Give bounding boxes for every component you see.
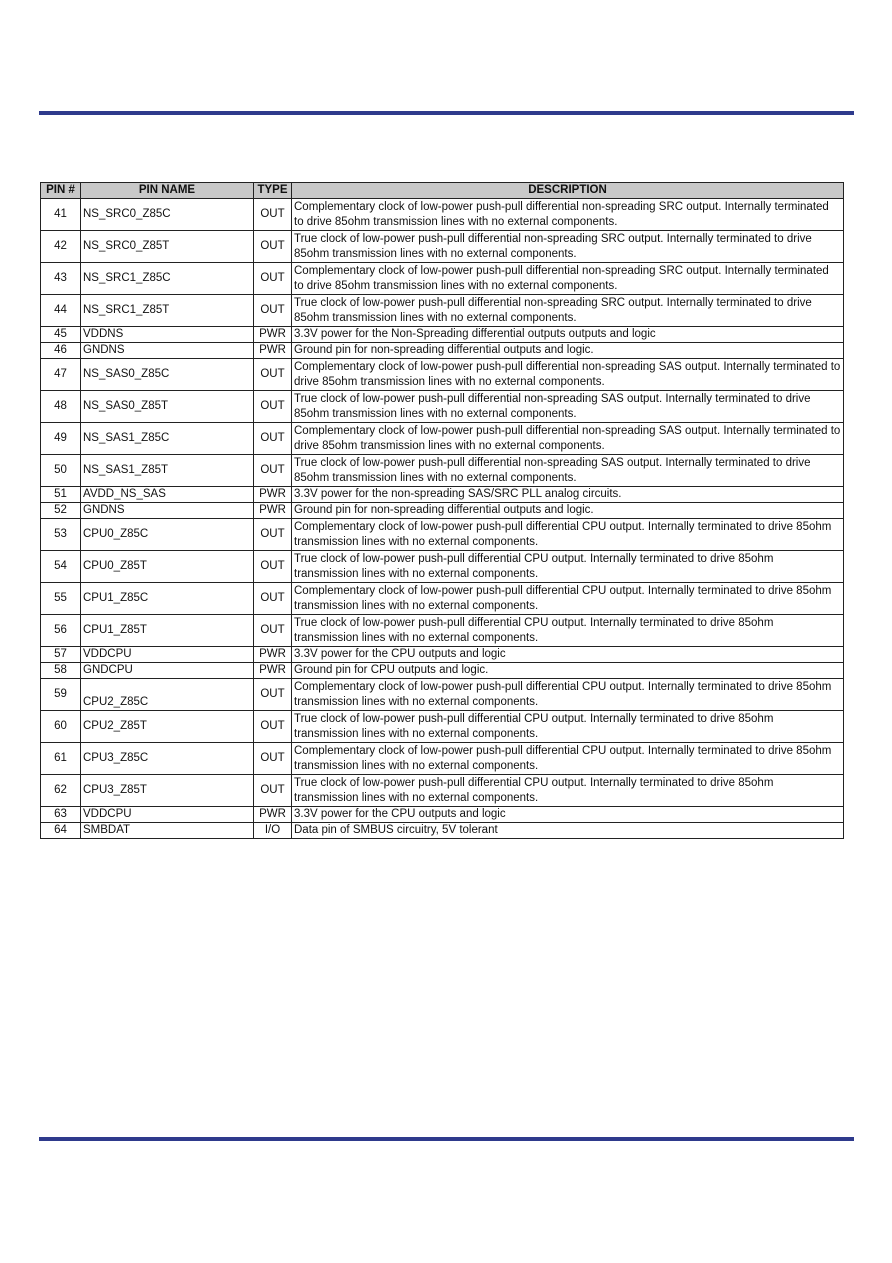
pin-number-cell: 48 (41, 391, 81, 423)
pin-number-cell: 42 (41, 231, 81, 263)
pin-name-cell: CPU2_Z85C (81, 679, 254, 711)
table-row (41, 295, 844, 327)
pin-type-cell: OUT (254, 519, 292, 551)
table-row (41, 487, 844, 503)
pin-type-cell: PWR (254, 327, 292, 343)
pin-number-cell: 63 (41, 807, 81, 823)
table-row (41, 743, 844, 775)
pin-type-cell: OUT (254, 199, 292, 231)
footer-rule (39, 1137, 854, 1141)
pin-name-cell: AVDD_NS_SAS (81, 487, 254, 503)
pin-type-cell: OUT (254, 231, 292, 263)
pin-description-cell: Ground pin for CPU outputs and logic. (292, 663, 844, 679)
pin-description-cell: Complementary clock of low-power push-pull differential CPU output. Internally terminated to drive 85ohm transmission lines with no external components. (292, 679, 844, 711)
pin-description-cell: Data pin of SMBUS circuitry, 5V tolerant (292, 823, 844, 839)
pin-type-cell: PWR (254, 343, 292, 359)
header-type: TYPE (254, 183, 292, 199)
table-row (41, 807, 844, 823)
pin-name-cell: VDDCPU (81, 647, 254, 663)
pin-description-cell: Ground pin for non-spreading differential outputs and logic. (292, 343, 844, 359)
pin-number-cell: 62 (41, 775, 81, 807)
pin-type-cell: OUT (254, 775, 292, 807)
header-pin-name: PIN NAME (81, 183, 254, 199)
pin-description-cell: 3.3V power for the CPU outputs and logic (292, 647, 844, 663)
pin-name-cell: CPU1_Z85T (81, 615, 254, 647)
pin-name-cell: GNDNS (81, 503, 254, 519)
pin-type-cell: OUT (254, 295, 292, 327)
pin-number-cell: 54 (41, 551, 81, 583)
table-row (41, 391, 844, 423)
table-header-row (41, 183, 844, 199)
pin-number-cell: 50 (41, 455, 81, 487)
pin-name-cell: VDDCPU (81, 807, 254, 823)
pin-description-cell: Complementary clock of low-power push-pull differential non-spreading SAS output. Internally terminated to drive 85ohm transmission lines with no external components. (292, 423, 844, 455)
pin-name-cell: NS_SRC1_Z85T (81, 295, 254, 327)
table-row (41, 503, 844, 519)
pin-type-cell: OUT (254, 391, 292, 423)
table-row (41, 343, 844, 359)
pin-description-cell: 3.3V power for the non-spreading SAS/SRC PLL analog circuits. (292, 487, 844, 503)
pin-description-cell: True clock of low-power push-pull differential CPU output. Internally terminated to drive 85ohm transmission lines with no external components. (292, 711, 844, 743)
pin-number-cell: 51 (41, 487, 81, 503)
pin-name-cell: GNDCPU (81, 663, 254, 679)
pin-description-cell: True clock of low-power push-pull differential non-spreading SAS output. Internally terminated to drive 85ohm transmission lines with no external components. (292, 455, 844, 487)
table-row (41, 263, 844, 295)
pin-description-cell: Complementary clock of low-power push-pull differential non-spreading SRC output. Internally terminated to drive 85ohm transmission lines with no external components. (292, 199, 844, 231)
pin-number-cell: 52 (41, 503, 81, 519)
pin-name-cell: CPU3_Z85C (81, 743, 254, 775)
pin-description-cell: True clock of low-power push-pull differential CPU output. Internally terminated to drive 85ohm transmission lines with no external components. (292, 551, 844, 583)
pin-description-cell: Complementary clock of low-power push-pull differential non-spreading SAS output. Internally terminated to drive 85ohm transmission lines with no external components. (292, 359, 844, 391)
pin-description-cell: 3.3V power for the Non-Spreading differential outputs outputs and logic (292, 327, 844, 343)
pin-name-cell: NS_SAS1_Z85C (81, 423, 254, 455)
pin-name-cell: CPU1_Z85C (81, 583, 254, 615)
table-row (41, 583, 844, 615)
pin-number-cell: 46 (41, 343, 81, 359)
pin-number-cell: 44 (41, 295, 81, 327)
pin-type-cell: OUT (254, 711, 292, 743)
table-row (41, 199, 844, 231)
pin-name-cell: NS_SAS0_Z85T (81, 391, 254, 423)
pin-type-cell: PWR (254, 663, 292, 679)
pin-type-cell: PWR (254, 487, 292, 503)
pin-number-cell: 58 (41, 663, 81, 679)
table-row (41, 647, 844, 663)
pin-number-cell: 41 (41, 199, 81, 231)
pin-type-cell: OUT (254, 551, 292, 583)
pin-description-cell: True clock of low-power push-pull differential non-spreading SAS output. Internally terminated to drive 85ohm transmission lines with no external components. (292, 391, 844, 423)
pin-description-cell: Complementary clock of low-power push-pull differential CPU output. Internally terminated to drive 85ohm transmission lines with no external components. (292, 583, 844, 615)
pin-description-cell: Complementary clock of low-power push-pull differential non-spreading SRC output. Internally terminated to drive 85ohm transmission lines with no external components. (292, 263, 844, 295)
pin-name-cell: NS_SRC0_Z85C (81, 199, 254, 231)
pin-description-table (40, 182, 844, 839)
pin-type-cell: OUT (254, 455, 292, 487)
pin-number-cell: 60 (41, 711, 81, 743)
pin-name-cell: SMBDAT (81, 823, 254, 839)
pin-name-cell: CPU3_Z85T (81, 775, 254, 807)
pin-number-cell: 56 (41, 615, 81, 647)
pin-name-cell: NS_SAS1_Z85T (81, 455, 254, 487)
pin-description-cell: True clock of low-power push-pull differential CPU output. Internally terminated to drive 85ohm transmission lines with no external components. (292, 775, 844, 807)
pin-number-cell: 43 (41, 263, 81, 295)
table-row (41, 359, 844, 391)
table-row (41, 327, 844, 343)
table-row (41, 423, 844, 455)
header-rule (39, 111, 854, 115)
pin-type-cell: OUT (254, 615, 292, 647)
pin-type-cell: PWR (254, 807, 292, 823)
pin-number-cell: 64 (41, 823, 81, 839)
pin-type-cell: OUT (254, 679, 292, 711)
table-row (41, 679, 844, 711)
pin-number-cell: 47 (41, 359, 81, 391)
pin-description-cell: True clock of low-power push-pull differential non-spreading SRC output. Internally terminated to drive 85ohm transmission lines with no external components. (292, 231, 844, 263)
pin-name-cell: NS_SRC0_Z85T (81, 231, 254, 263)
pin-type-cell: OUT (254, 743, 292, 775)
pin-description-cell: Ground pin for non-spreading differential outputs and logic. (292, 503, 844, 519)
table-row (41, 455, 844, 487)
pin-name-cell: CPU0_Z85T (81, 551, 254, 583)
pin-name-cell: CPU2_Z85T (81, 711, 254, 743)
pin-description-cell: Complementary clock of low-power push-pull differential CPU output. Internally terminated to drive 85ohm transmission lines with no external components. (292, 519, 844, 551)
table-row (41, 663, 844, 679)
pin-description-cell: True clock of low-power push-pull differential CPU output. Internally terminated to drive 85ohm transmission lines with no external components. (292, 615, 844, 647)
header-pin-number: PIN # (41, 183, 81, 199)
pin-type-cell: I/O (254, 823, 292, 839)
table-row (41, 615, 844, 647)
pin-number-cell: 49 (41, 423, 81, 455)
pin-number-cell: 45 (41, 327, 81, 343)
pin-name-cell: NS_SAS0_Z85C (81, 359, 254, 391)
pin-description-cell: 3.3V power for the CPU outputs and logic (292, 807, 844, 823)
pin-number-cell: 55 (41, 583, 81, 615)
pin-type-cell: OUT (254, 263, 292, 295)
table-row (41, 551, 844, 583)
pin-number-cell: 57 (41, 647, 81, 663)
table-row (41, 823, 844, 839)
pin-type-cell: PWR (254, 647, 292, 663)
table-row (41, 711, 844, 743)
pin-type-cell: OUT (254, 359, 292, 391)
pin-number-cell: 53 (41, 519, 81, 551)
pin-name-cell: GNDNS (81, 343, 254, 359)
pin-number-cell: 59 (41, 679, 81, 711)
header-description: DESCRIPTION (292, 183, 844, 199)
table-row (41, 231, 844, 263)
pin-description-cell: Complementary clock of low-power push-pull differential CPU output. Internally terminated to drive 85ohm transmission lines with no external components. (292, 743, 844, 775)
table-row (41, 519, 844, 551)
pin-name-cell: VDDNS (81, 327, 254, 343)
pin-name-cell: NS_SRC1_Z85C (81, 263, 254, 295)
pin-number-cell: 61 (41, 743, 81, 775)
pin-type-cell: PWR (254, 503, 292, 519)
table-row (41, 775, 844, 807)
pin-type-cell: OUT (254, 583, 292, 615)
pin-type-cell: OUT (254, 423, 292, 455)
pin-name-cell: CPU0_Z85C (81, 519, 254, 551)
pin-description-cell: True clock of low-power push-pull differential non-spreading SRC output. Internally terminated to drive 85ohm transmission lines with no external components. (292, 295, 844, 327)
